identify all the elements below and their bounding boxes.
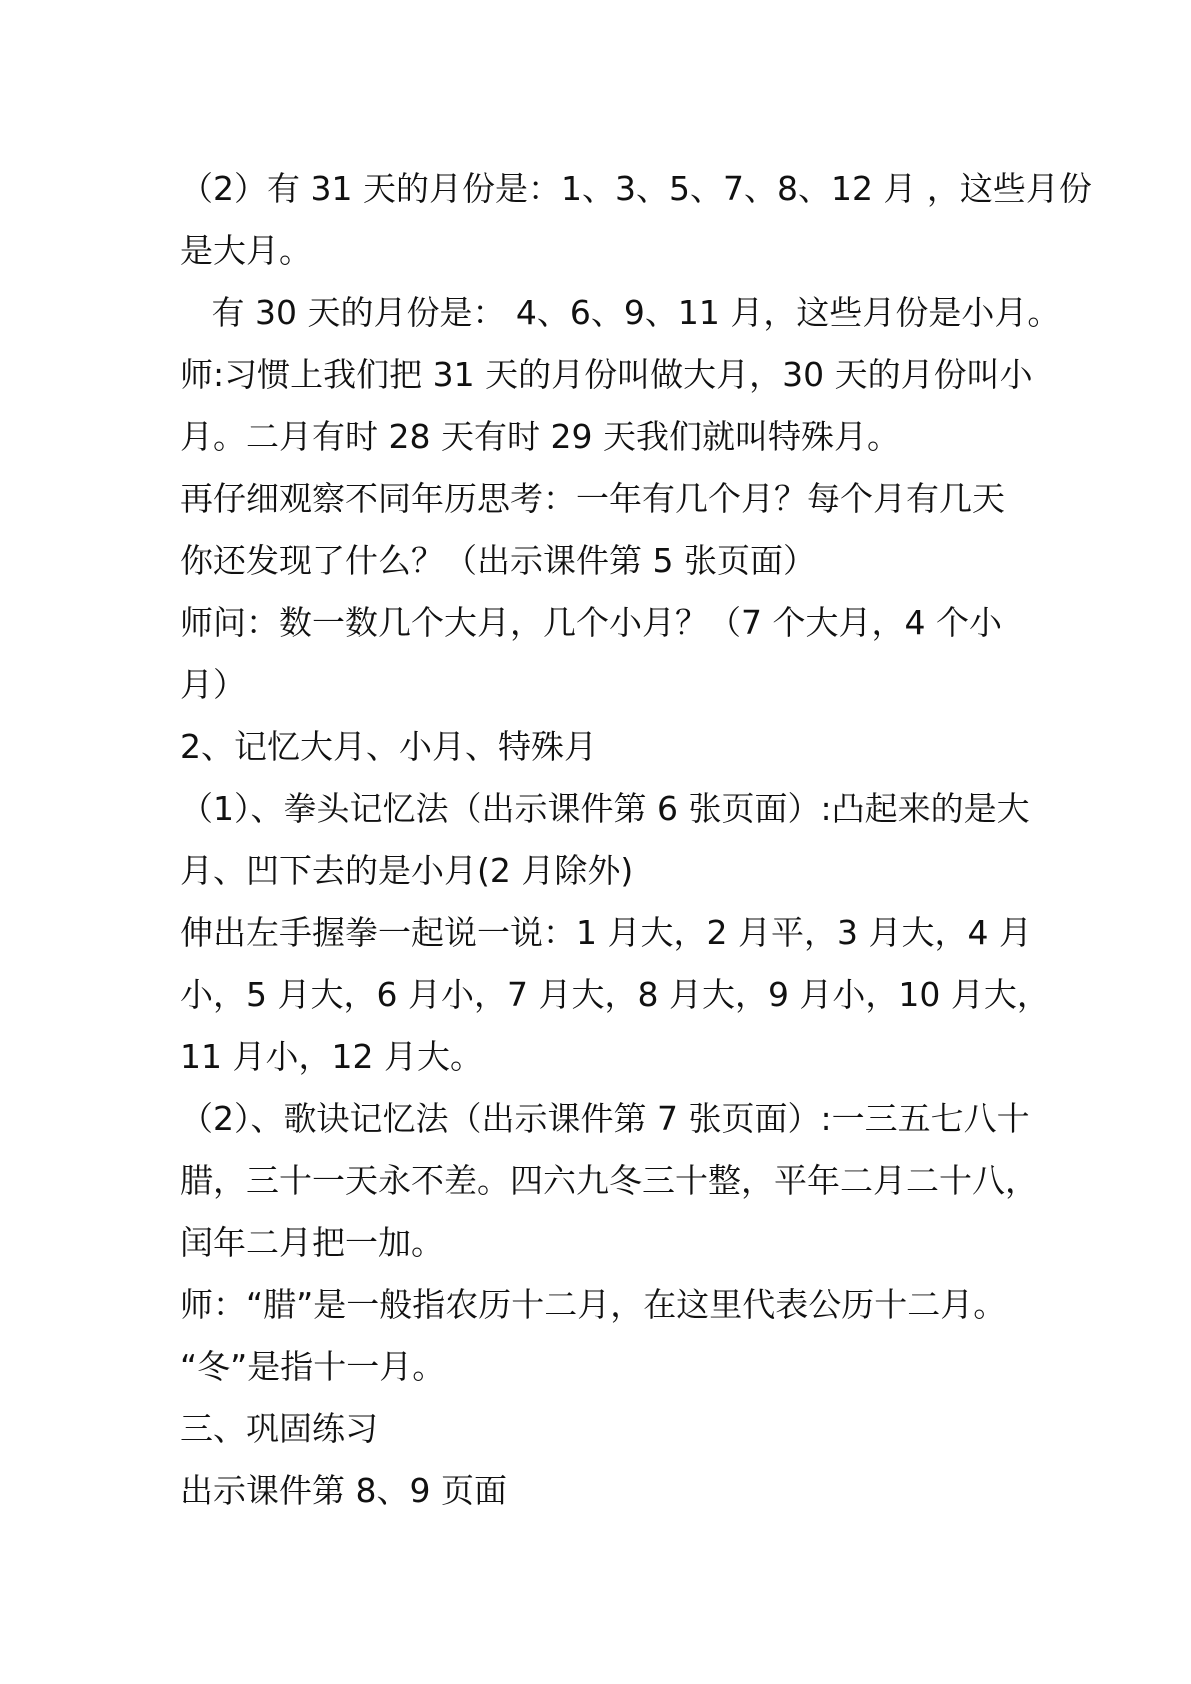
text-line: 你还发现了什么？（出示课件第 5 张页面）	[180, 541, 816, 580]
text-line: 再仔细观察不同年历思考：一年有几个月？每个月有几天	[180, 479, 1005, 518]
text-line: 是大月。	[180, 231, 312, 270]
text-line: （2）有 31 天的月份是：1、3、5、7、8、12 月 ，这些月份	[180, 169, 1092, 208]
text-line: 月、凹下去的是小月(2 月除外)	[180, 851, 634, 890]
text-line: （1）、拳头记忆法（出示课件第 6 张页面）:凸起来的是大	[180, 789, 1030, 828]
text-line: 月）	[180, 665, 246, 704]
text-line: 伸出左手握拳一起说一说：1 月大，2 月平，3 月大，4 月	[180, 913, 1032, 952]
text-line: 腊，三十一天永不差。四六九冬三十整，平年二月二十八，	[180, 1161, 1038, 1200]
text-line: 师问：数一数几个大月，几个小月？（7 个大月，4 个小	[180, 603, 1002, 642]
text-line: 闰年二月把一加。	[180, 1223, 444, 1262]
text-line: 出示课件第 8、9 页面	[180, 1471, 507, 1510]
text-line: “冬”是指十一月。	[180, 1347, 446, 1386]
text-line: 月。二月有时 28 天有时 29 天我们就叫特殊月。	[180, 417, 900, 456]
text-line: （2）、歌诀记忆法（出示课件第 7 张页面）:一三五七八十	[180, 1099, 1030, 1138]
text-line: 有 30 天的月份是： 4、6、9、11 月，这些月份是小月。	[180, 293, 1061, 332]
text-line: 小，5 月大，6 月小，7 月大，8 月大，9 月小，10 月大，	[180, 975, 1050, 1014]
text-line: 11 月小，12 月大。	[180, 1037, 483, 1076]
text-line: 师：“腊”是一般指农历十二月，在这里代表公历十二月。	[180, 1285, 1007, 1324]
text-line: 师:习惯上我们把 31 天的月份叫做大月，30 天的月份叫小	[180, 355, 1033, 394]
document-body	[180, 158, 1092, 1522]
section-heading: 2、记忆大月、小月、特殊月	[180, 727, 597, 766]
section-heading: 三、巩固练习	[180, 1409, 378, 1448]
